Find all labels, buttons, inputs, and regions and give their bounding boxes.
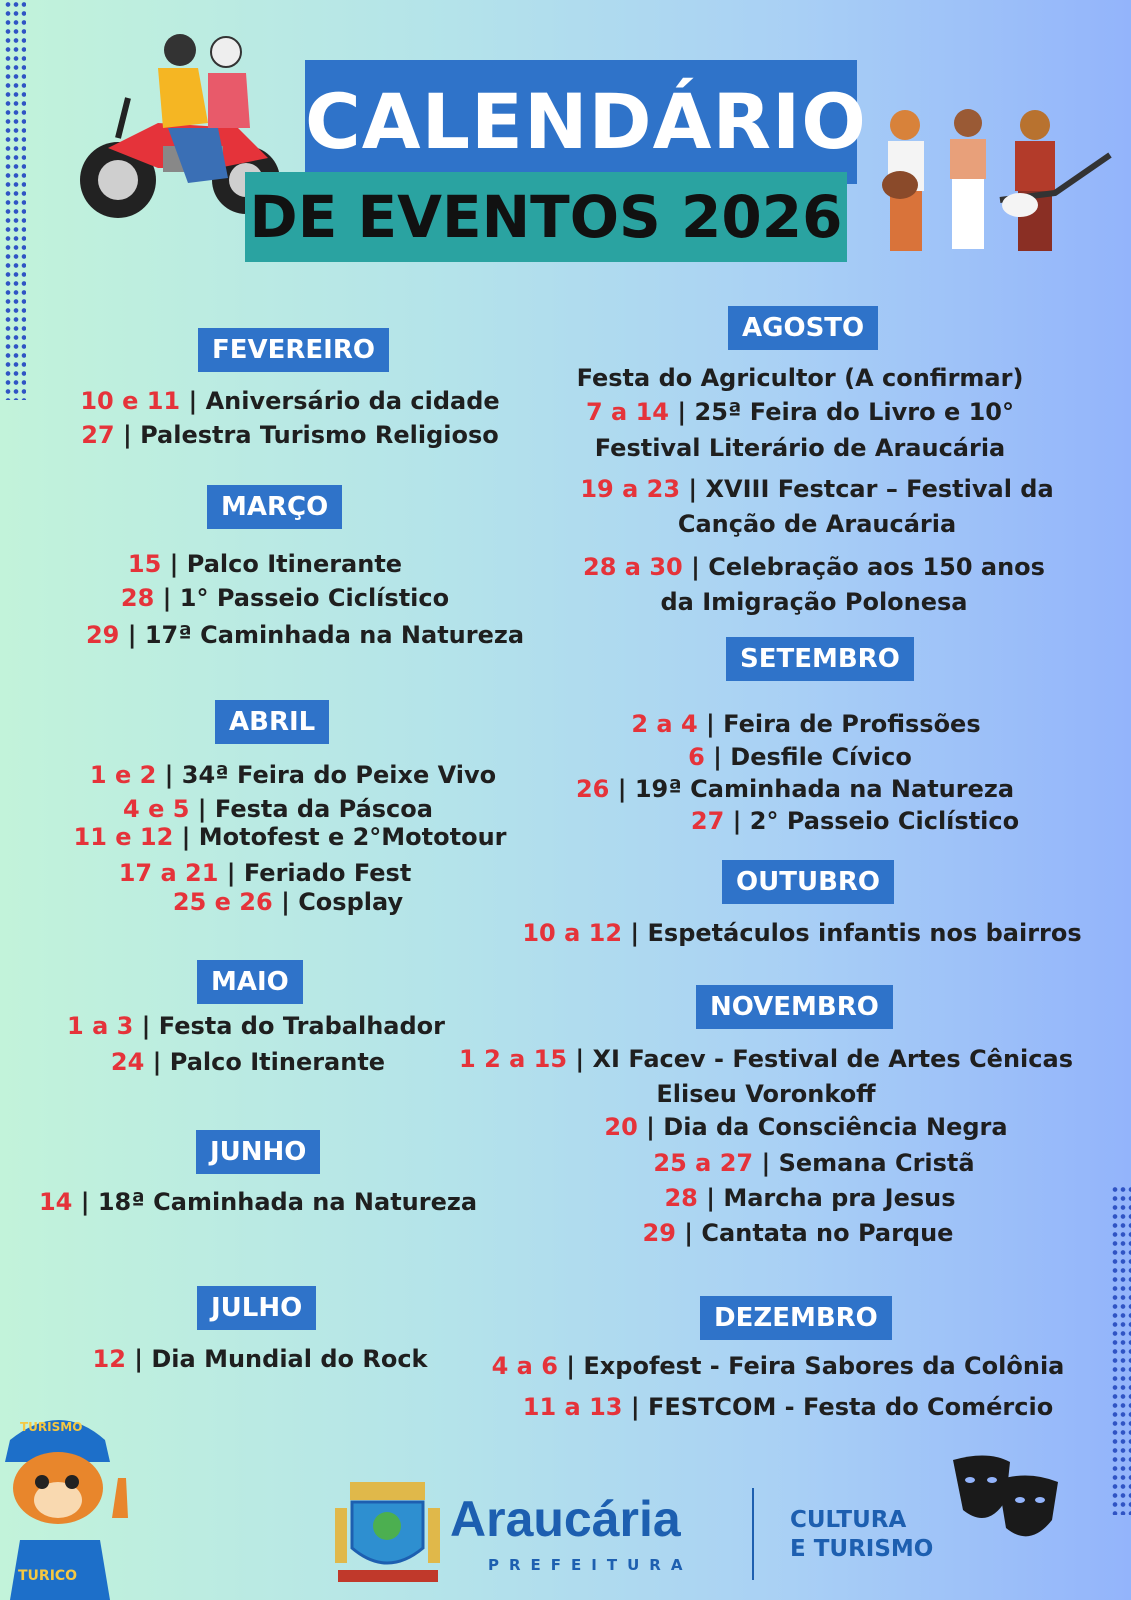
event-ago-2: 19 a 23 | XVIII Festcar – Festival da — [580, 475, 1054, 503]
theater-masks-icon — [948, 1450, 1063, 1550]
month-novembro: NOVEMBRO — [696, 985, 893, 1029]
month-abril: ABRIL — [215, 700, 329, 744]
event-ago-2-cont: Canção de Araucária — [677, 510, 957, 538]
event-mai-2: 24 | Palco Itinerante — [110, 1048, 386, 1076]
month-dezembro: DEZEMBRO — [700, 1296, 892, 1340]
decorative-dots-right — [1111, 1185, 1131, 1515]
musicians-illustration — [850, 105, 1115, 255]
mascot-shirt-text: TURICO — [18, 1568, 78, 1584]
event-mar-3: 29 | 17ª Caminhada na Natureza — [85, 621, 525, 649]
event-out-1: 10 a 12 | Espetáculos infantis nos bairros — [522, 919, 1082, 947]
department-line-1: CULTURA — [790, 1507, 907, 1533]
event-jun-1: 14 | 18ª Caminhada na Natureza — [38, 1188, 478, 1216]
event-set-1: 2 a 4 | Feira de Profissões — [631, 710, 981, 738]
month-julho: JULHO — [197, 1286, 316, 1330]
event-abr-4: 17 a 21 | Feriado Fest — [118, 859, 412, 887]
department-name — [790, 1506, 933, 1564]
month-setembro: SETEMBRO — [726, 637, 914, 681]
event-dez-2: 11 a 13 | FESTCOM - Festa do Comércio — [522, 1393, 1054, 1421]
event-abr-3: 11 e 12 | Motofest e 2°Mototour — [73, 823, 507, 851]
event-nov-4: 28 | Marcha pra Jesus — [664, 1184, 956, 1212]
event-set-4: 27 | 2° Passeio Ciclístico — [690, 807, 1020, 835]
event-set-3: 26 | 19ª Caminhada na Natureza — [575, 775, 1015, 803]
event-abr-5: 25 e 26 | Cosplay — [172, 888, 404, 916]
footer-divider — [752, 1488, 754, 1580]
event-ago-0: Festa do Agricultor (A confirmar) — [576, 364, 1024, 392]
event-jul-1: 12 | Dia Mundial do Rock — [92, 1345, 428, 1373]
mascot-turico — [0, 1400, 140, 1600]
event-mai-1: 1 a 3 | Festa do Trabalhador — [67, 1012, 445, 1040]
event-abr-2: 4 e 5 | Festa da Páscoa — [123, 795, 433, 823]
event-ago-1: 7 a 14 | 25ª Feira do Livro e 10° — [586, 398, 1014, 426]
event-nov-1: 1 2 a 15 | XI Facev - Festival de Artes Cênicas — [459, 1045, 1073, 1073]
event-nov-2: 20 | Dia da Consciência Negra — [604, 1113, 1008, 1141]
araucaria-coat-of-arms — [330, 1478, 445, 1588]
month-junho: JUNHO — [196, 1130, 320, 1174]
month-marco: MARÇO — [207, 485, 342, 529]
event-set-2: 6 | Desfile Cívico — [688, 743, 912, 771]
event-mar-2: 28 | 1° Passeio Ciclístico — [120, 584, 450, 612]
title-eventos-2026: DE EVENTOS 2026 — [245, 172, 847, 262]
event-fev-1: 10 e 11 | Aniversário da cidade — [80, 387, 500, 415]
event-mar-1: 15 | Palco Itinerante — [127, 550, 403, 578]
event-ago-3-cont: da Imigração Polonesa — [660, 588, 968, 616]
event-dez-1: 4 a 6 | Expofest - Feira Sabores da Colônia — [491, 1352, 1065, 1380]
month-agosto: AGOSTO — [728, 306, 878, 350]
decorative-dots-left — [4, 0, 26, 400]
event-nov-1-cont: Eliseu Voronkoff — [656, 1080, 876, 1108]
department-line-2: E TURISMO — [790, 1536, 934, 1562]
event-fev-2: 27 | Palestra Turismo Religioso — [81, 421, 499, 449]
brand-prefeitura: PREFEITURA — [488, 1556, 693, 1574]
title-calendario: CALENDÁRIO — [305, 60, 857, 184]
month-fevereiro: FEVEREIRO — [198, 328, 389, 372]
event-nov-3: 25 a 27 | Semana Cristã — [653, 1149, 975, 1177]
event-nov-5: 29 | Cantata no Parque — [642, 1219, 954, 1247]
event-ago-1-cont: Festival Literário de Araucária — [594, 434, 1006, 462]
event-ago-3: 28 a 30 | Celebração aos 150 anos — [583, 553, 1045, 581]
event-abr-1: 1 e 2 | 34ª Feira do Peixe Vivo — [89, 761, 497, 789]
brand-araucaria: Araucária — [450, 1491, 681, 1547]
month-maio: MAIO — [197, 960, 303, 1004]
month-outubro: OUTUBRO — [722, 860, 894, 904]
mascot-cap-text: TURISMO — [20, 1420, 83, 1434]
